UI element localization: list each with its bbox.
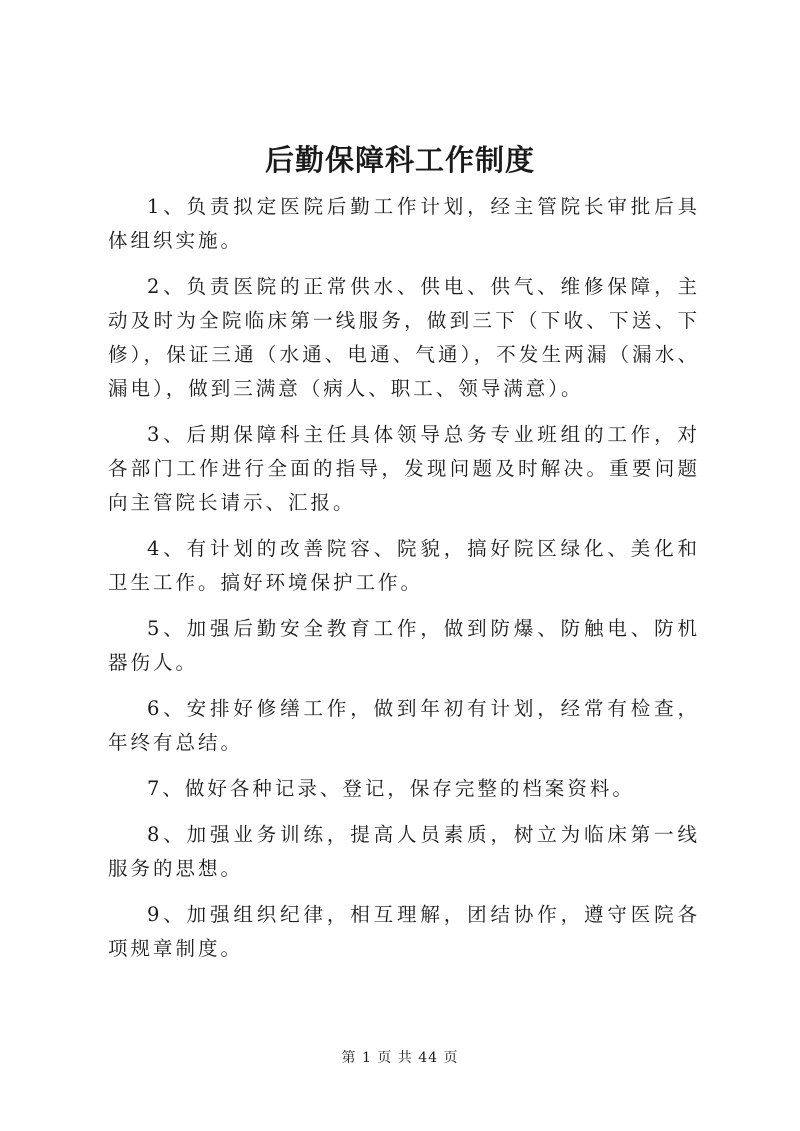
paragraph-4: 4、有计划的改善院容、院貌，搞好院区绿化、美化和卫生工作。搞好环境保护工作。 xyxy=(108,537,700,594)
paragraph-6: 6、安排好修缮工作，做到年初有计划，经常有检查，年终有总结。 xyxy=(108,697,700,754)
page-number-footer: 第 1 页 共 44 页 xyxy=(341,1050,459,1066)
document-title: 后勤保障科工作制度 xyxy=(264,143,535,177)
paragraph-8: 8、加强业务训练，提高人员素质，树立为临床第一线服务的思想。 xyxy=(108,823,700,880)
paragraph-3: 3、后期保障科主任具体领导总务专业班组的工作，对各部门工作进行全面的指导，发现问题及时解决。重要问题向主管院长请示、汇报。 xyxy=(108,423,700,514)
paragraph-7: 7、做好各种记录、登记，保存完整的档案资料。 xyxy=(147,777,635,800)
paragraph-2: 2、负责医院的正常供水、供电、供气、维修保障，主动及时为全院临床第一线服务，做到三下（下收、下送、下修），保证三通（水通、电通、气通），不发生两漏（漏水、漏电），做到三满意（病人、职工、领导满意）。 xyxy=(108,275,700,400)
paragraph-9: 9、加强组织纪律，相互理解，团结协作，遵守医院各项规章制度。 xyxy=(108,903,700,960)
document-body xyxy=(108,190,700,978)
paragraph-5: 5、加强后勤安全教育工作，做到防爆、防触电、防机器伤人。 xyxy=(108,617,700,674)
paragraph-1: 1、负责拟定医院后勤工作计划，经主管院长审批后具体组织实施。 xyxy=(108,195,700,252)
